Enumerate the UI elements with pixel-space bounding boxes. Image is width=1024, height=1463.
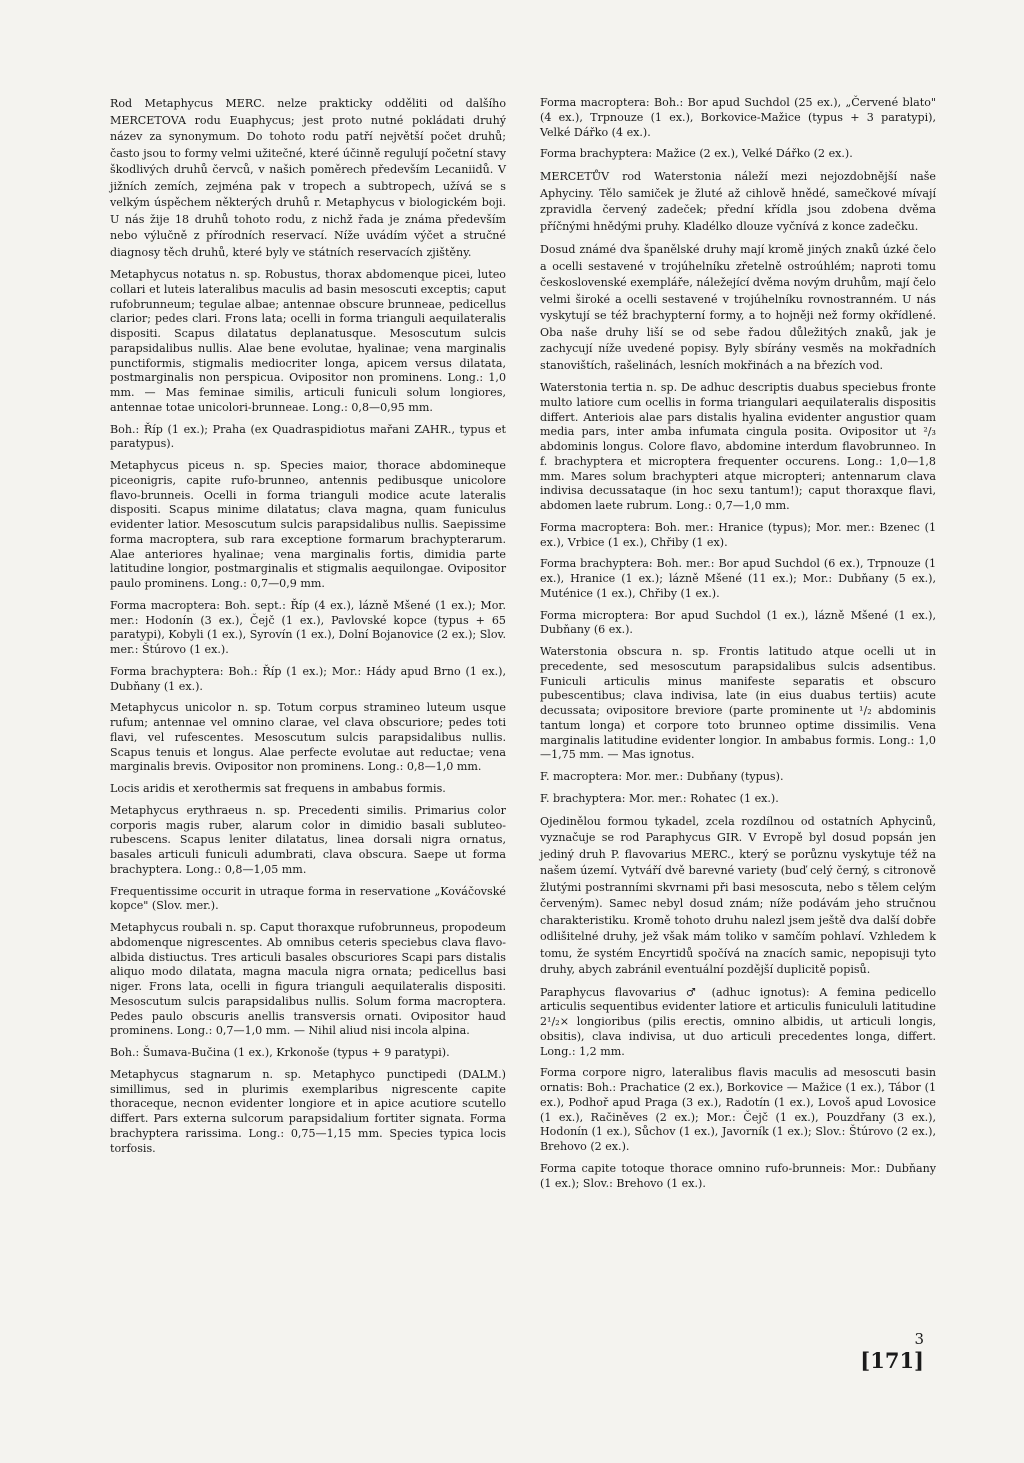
erythraeus-description: Metaphycus erythraeus n. sp. Precedenti similis. Primarius color corporis magis ruber, alarum color in dimidio basali subluteo-rubescens. Scapus leniter dilatatus, linea dorsali nigra ornatus, basales articuli funiculi adumbrati, clava obscura. Saepe ut forma brachyptera. Long.: 0,8—1,05 mm. — [110, 803, 506, 876]
flavovarius-description: Paraphycus flavovarius ♂ (adhuc ignotus): A femina pedicello articulis sequentibus evidenter latiore et articulis funicululi latitudine 2¹/₂× longioribus (pilis erectis, omnino albidis, ut articuli longis, obsitis), clava indivisa, ut duo articuli precedentes longa, differt. Long.: 1,2 mm. — [540, 985, 936, 1058]
forma-capite-rufo: Forma capite totoque thorace omnino rufo-brunneis: Mor.: Dubňany (1 ex.); Slov.: Brehovo (1 ex.). — [540, 1161, 936, 1190]
tertia-microptera: Forma microptera: Bor apud Suchdol (1 ex.), lázně Mšené (1 ex.), Dubňany (6 ex.). — [540, 608, 936, 637]
piceus-description: Metaphycus piceus n. sp. Species maior, thorace abdomineque piceonigris, capite rufo-brunneo, antennis pedibusque unicolore flavo-brunneis. Ocelli in forma trianguli modice acute lateralis dispositi. Scapus minime dilatatus; clava magna, quam funiculus evidenter latior. Mesoscutum sulcis parapsidalibus nullis. Saepissime forma macroptera, sub rara exceptione formarum brachypterarum. Alae anteriores hyalinae; vena marginalis fortis, dimidia parte latitudine longior, postmarginalis et stigmalis aequilongae. Ovipositor paulo prominens. Long.: 0,7—0,9 mm. — [110, 459, 506, 590]
tertia-brachyptera: Forma brachyptera: Boh. mer.: Bor apud Suchdol (6 ex.), Trpnouze (1 ex.), Hranice (1 ex.); lázně Mšené (11 ex.); Mor.: Dubňany (5 ex.), Muténice (1 ex.), Chřiby (1 ex.). — [540, 557, 936, 600]
obscura-macroptera: F. macroptera: Mor. mer.: Dubňany (typus). — [540, 770, 784, 783]
waterstonia-intro: MERCETŮV rod Waterstonia náleží mezi nejozdobnější naše Aphyciny. Tělo samiček je žluté až cihlově hnědé, samečkové mívají zpravidla červený zadeček; přední křídla jsou zdobena dvěma příčnými hnědými pruhy. Kladélko dlouze vyčnívá z konce zadečku. — [540, 170, 936, 233]
erythraeus-localities: Frequentissime occurit in utraque forma in reservatione „Kováčovské kopce" (Slov. mer.). — [110, 884, 506, 913]
obscura-brachyptera: F. brachyptera: Mor. mer.: Rohatec (1 ex.). — [540, 791, 779, 805]
left-column — [110, 96, 506, 1163]
notatus-localities: Boh.: Říp (1 ex.); Praha (ex Quadraspidiotus mařani ZAHR., typus et paratypus). — [110, 422, 506, 451]
bracket-page-number: [171] — [860, 1348, 924, 1373]
stagnarum-brachyptera: Forma brachyptera: Mažice (2 ex.), Velké Dářko (2 ex.). — [540, 147, 853, 161]
intro-paragraph: Rod Metaphycus MERC. nelze prakticky odděliti od dalšího MERCETOVA rodu Euaphycus; jest proto nutné pokládati druhý název za synonymum. Do tohoto rodu patří největší počet druhů; často jsou to formy velmi užitečné, které účinně regulují početní stavy škodlivých druhů červců, v našich poměrech především Lecaniidů. V jižních zemích, zejména pak v tropech a subtropech, užívá se s velkým úspěchem některých druhů r. Metaphycus v biologickém boji. U nás žije 18 druhů tohoto rodu, z nichž řada je známa především nebo výlučně z přírodních reservací. Níže uvádím výčet a stručné diagnosy těch druhů, které byly ve státních reservacích zjištěny. — [110, 97, 506, 259]
page-number: 3 — [914, 1330, 924, 1348]
obscura-description: Waterstonia obscura n. sp. Frontis latitudo atque ocelli ut in precedente, sed mesoscutum parapsidalibus sulcis adsentibus. Funiculi articulis minus manifeste separatis et obscuro pubescentibus; clava indivisa, late (in eius duabus tertiis) acute decussata; ovipositore breviore (parte prominente ut ¹/₂ abdominis tantum longa) et corpore toto brunneo optime dissimilis. Vena marginalis latitudine evidenter longior. In ambabus formis. Long.: 1,0—1,75 mm. — Mas ignotus. — [540, 645, 936, 762]
forma-corpore-nigro: Forma corpore nigro, lateralibus flavis maculis ad mesoscuti basin ornatis: Boh.: Prachatice (2 ex.), Borkovice — Mažice (1 ex.), Tábor (1 ex.), Podhoř apud Praga (3 ex.), Radotín (1 ex.), Lovoš apud Lovosice (1 ex.), Račiněves (2 ex.); Mor.: Čejč (1 ex.), Pouzdřany (3 ex.), Hodonín (1 ex.), Sůchov (1 ex.), Javorník (1 ex.); Slov.: Štúrovo (2 ex.), Brehovo (2 ex.). — [540, 1066, 936, 1153]
piceus-macroptera: Forma macroptera: Boh. sept.: Říp (4 ex.), lázně Mšené (1 ex.); Mor. mer.: Hodonín (3 ex.), Čejč (1 ex.), Pavlovské kopce (typus + 65 paratypi), Kobyli (1 ex.), Syrovín (1 ex.), Dolní Bojanovice (2 ex.); Slov. mer.: Štúrovo (1 ex.). — [110, 598, 506, 656]
notatus-description: Metaphycus notatus n. sp. Robustus, thorax abdomenque picei, luteo collari et luteis lateralibus maculis ad basin mesoscuti exceptis; caput rufobrunneum; tegulae albae; antennae obscure brunneae, pedicellus clarior; pedes clari. Frons lata; ocelli in forma trianguli aequilateralis dispositi. Scapus dilatatus deplanatusque. Mesoscutum sulcis parapsidalibus nullis. Alae bene evolutae, hyalinae; vena marginalis punctiformis, stigmalis mediocriter longa, apicem versus dilatata, postmarginalis non perspicua. Ovipositor non prominens. Long.: 1,0 mm. — Mas feminae similis, articuli funiculi solum longiores, antennae totae unicolori-brunneae. Long.: 0,8—0,95 mm. — [110, 268, 506, 414]
tertia-description: Waterstonia tertia n. sp. De adhuc descriptis duabus speciebus fronte multo latiore cum ocellis in forma triangulari aequilateralis dispositis differt. Anteriois alae pars distalis hyalina evidenter angustior quam media pars, inter amba infumata cingula posita. Ovipositor ut ²/₃ abdominis longus. Colore flavo, abdomine interdum flavobrunneo. In f. brachyptera et microptera frequenter occurens. Long.: 1,0—1,8 mm. Mares solum brachypteri atque micropteri; antennarum clava indivisa decussataque (in hoc sexu tantum!); caput thoraxque flavi, abdomen laete rubrum. Long.: 0,7—1,0 mm. — [540, 381, 936, 512]
paraphycus-paragraph: Ojedinělou formou tykadel, zcela rozdílnou od ostatních Aphycinů, vyznačuje se rod Paraphycus GIR. V Evropě byl dosud popsán jen jediný druh P. flavovarius MERC., který se porůznu vyskytuje též na našem území. Vytváří dvě barevné variety (buď celý černý, s citronově žlutými postranními skvrnami při basi mesoscuta, nebo s tělem celým červeným). Samec nebyl dosud znám; níže podávám jeho stručnou charakteristiku. Kromě tohoto druhu nalezl jsem ještě dva další dobře odlišitelné druhy, jež však mám toliko v samčím pohlaví. Vzhledem k tomu, že systém Encyrtidů spočívá na znacích samic, nepopisuji tyto druhy, abych zabránil eventuální pozdější duplicitě popisů. — [540, 814, 936, 976]
waterstonia-species-paragraph: Dosud známé dva španělské druhy mají kromě jiných znaků úzké čelo a ocelli sestavené v trojúhelníku zřetelně ostroúhlém; naproti tomu československé exempláře, náležející dvěma novým druhům, mají čelo velmi široké a ocelli sestavené v trojúhelníku rovnostranném. U nás vyskytují se též brachypterní formy, a to hojněji než formy okřídlené. Oba naše druhy liší se od sebe řadou důležitých znaků, jak je zachycují níže uvedené popisy. Byly sbírány vesměs na mokřadních stanovištích, rašelinách, lesních mokřinách a na březích vod. — [540, 243, 936, 372]
roubali-localities: Boh.: Šumava-Bučina (1 ex.), Krkonoše (typus + 9 paratypi). — [110, 1046, 450, 1059]
stagnarum-description: Metaphycus stagnarum n. sp. Metaphyco punctipedi (DALM.) simillimus, sed in plurimis exemplaribus nigrescente capite thoraceque, necnon evidenter longiore et in apice acutiore scutello differt. Pars externa sulcorum parapsidalium fortiter signata. Forma brachyptera rarissima. Long.: 0,75—1,15 mm. Species typica locis torfosis. — [110, 1067, 506, 1155]
stagnarum-macroptera: Forma macroptera: Boh.: Bor apud Suchdol (25 ex.), „Červené blato" (4 ex.), Trpnouze (1 ex.), Borkovice-Mažice (typus + 3 paratypi), Velké Dářko (4 ex.). — [540, 96, 936, 139]
piceus-brachyptera: Forma brachyptera: Boh.: Říp (1 ex.); Mor.: Hády apud Brno (1 ex.), Dubňany (1 ex.). — [110, 664, 506, 693]
unicolor-localities: Locis aridis et xerothermis sat frequens in ambabus formis. — [110, 782, 446, 795]
page-footer — [860, 1330, 924, 1374]
unicolor-description: Metaphycus unicolor n. sp. Totum corpus stramineo luteum usque rufum; antennae vel omnino clarae, vel clava obscuriore; pedes toti flavi, vel rufescentes. Mesoscutum sulcis parapsidalibus nullis. Scapus tenuis et longus. Alae perfecte evolutae aut reductae; vena marginalis brevis. Ovipositor non prominens. Long.: 0,8—1,0 mm. — [110, 701, 506, 774]
tertia-macroptera: Forma macroptera: Boh. mer.: Hranice (typus); Mor. mer.: Bzenec (1 ex.), Vrbice (1 ex.), Chřiby (1 ex). — [540, 520, 936, 549]
roubali-description: Metaphycus roubali n. sp. Caput thoraxque rufobrunneus, propodeum abdomenque nigrescentes. Ab omnibus ceteris speciebus clava flavo-albida distiuctus. Tres articuli basales obscuriores Scapi pars distalis aliquo modo dilatata, magna macula nigra ornata; pedicellus basi niger. Frons lata, ocelli in figura trianguli aequilateralis dispositi. Mesoscutum sulcis parapsidalibus nullis. Solum forma macroptera. Pedes paulo obscuris anellis transversis ornati. Ovipositor haud prominens. Long.: 0,7—1,0 mm. — Nihil aliud nisi incola alpina. — [110, 921, 506, 1038]
right-column — [540, 96, 936, 1198]
